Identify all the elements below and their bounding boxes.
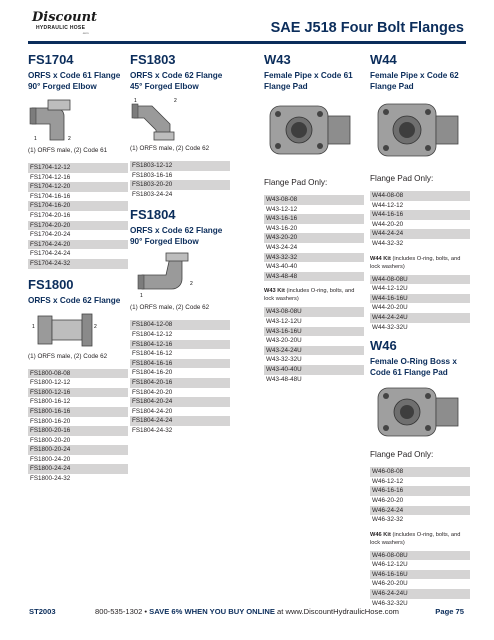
part-list-item: FS1704-24-24: [30, 250, 71, 258]
fs1803-elbow-image: [130, 96, 230, 142]
part-list-item: FS1704-20-24: [30, 231, 71, 239]
part-list-item: W43-48-48: [264, 272, 364, 282]
part-list-item: FS1804-12-16: [130, 340, 230, 350]
part-list-item: FS1800-24-24: [28, 464, 128, 474]
part-list-item: FS1804-20-20: [132, 388, 173, 396]
part-list-item: W46-16-16U: [370, 570, 470, 580]
part-number-fs1704: FS1704: [28, 52, 74, 67]
part-description-fs1803: ORFS x Code 62 Flange 45° Forged Elbow: [130, 71, 223, 91]
w43-part-list: [264, 195, 364, 281]
fs1804-part-list: [130, 320, 230, 435]
fs1804-elbow-image: [130, 251, 230, 301]
part-list-item: FS1803-20-20: [130, 180, 230, 190]
w43-kit-note: W43 Kit (includes O-ring, bolts, and lock washers): [264, 288, 355, 303]
part-list-item: W43-08-08U: [264, 307, 364, 317]
part-list-item: W44-12-12: [372, 201, 404, 209]
part-list-item: W44-12-12U: [372, 285, 408, 293]
w46-part-list: [370, 467, 470, 525]
company-logo: [30, 10, 98, 40]
w46-flange-pad-only-label: Flange Pad Only:: [370, 450, 434, 460]
part-description-w44: Female Pipe x Code 62 Flange Pad: [370, 71, 459, 91]
part-list-item: W44-32-32: [372, 239, 404, 247]
part-list-item: W46-08-08: [370, 467, 470, 477]
svg-text:2: 2: [94, 323, 97, 330]
part-list-item: W46-32-32: [372, 516, 404, 524]
logo-domain: .com: [82, 31, 89, 35]
svg-text:1: 1: [32, 323, 35, 330]
fs1800-adapter-image: [28, 310, 128, 350]
part-list-item: W46-08-08U: [370, 551, 470, 561]
w46-flange-pad-image: [370, 382, 470, 448]
part-number-fs1800: FS1800: [28, 276, 74, 292]
svg-text:1: 1: [134, 98, 137, 104]
fs1804-caption: (1) ORFS male, (2) Code 62: [130, 304, 210, 312]
part-list-item: FS1800-20-20: [30, 436, 71, 444]
part-list-item: FS1800-20-16: [28, 426, 128, 436]
part-list-item: FS1800-08-08: [28, 369, 128, 379]
part-list-item: W43-16-16U: [264, 327, 364, 337]
w44-kit-note: W44 Kit (includes O-ring, bolts, and lock washers): [370, 255, 461, 270]
part-list-item: FS1800-16-20: [30, 417, 71, 425]
catalog-code: ST2003: [29, 607, 56, 616]
part-number-fs1803: FS1803: [130, 52, 176, 67]
part-list-item: W43-40-40: [266, 263, 298, 271]
part-list-item: W44-08-08: [370, 191, 470, 201]
fs1800-caption: (1) ORFS male, (2) Code 62: [28, 352, 108, 360]
svg-text:1: 1: [140, 293, 143, 300]
column-fs1704-fs1800: [28, 52, 128, 484]
part-number-w43: W43: [264, 52, 291, 67]
part-list-item: FS1704-12-16: [30, 173, 71, 181]
part-list-item: FS1800-12-12: [30, 379, 71, 387]
part-list-item: W44-08-08U: [370, 275, 470, 285]
part-list-item: W43-20-20: [264, 233, 364, 243]
svg-text:2: 2: [190, 281, 193, 288]
part-list-item: W46-12-12U: [372, 561, 408, 569]
part-list-item: W43-24-24: [266, 243, 298, 251]
part-list-item: FS1800-12-16: [28, 388, 128, 398]
part-list-item: W44-16-16: [370, 210, 470, 220]
part-list-item: FS1803-24-24: [132, 190, 173, 198]
part-list-item: W43-40-40U: [264, 365, 364, 375]
part-list-item: W44-32-32U: [372, 323, 408, 331]
part-list-item: FS1804-24-20: [132, 407, 173, 415]
column-w44-w46: [370, 52, 470, 608]
part-list-item: W46-20-20: [372, 496, 404, 504]
part-list-item: FS1704-24-32: [28, 259, 128, 269]
part-list-item: W46-32-32U: [372, 599, 408, 607]
part-list-item: FS1704-20-16: [30, 211, 71, 219]
part-list-item: W43-48-48U: [266, 375, 302, 383]
svg-text:2: 2: [174, 98, 177, 104]
part-list-item: W46-12-12: [372, 477, 404, 485]
column-w43: [264, 52, 364, 384]
part-list-item: W43-32-32U: [266, 356, 302, 364]
part-description-w43: Female Pipe x Code 61 Flange Pad: [264, 71, 353, 91]
w44-flange-pad-only-label: Flange Pad Only:: [370, 174, 434, 183]
part-list-item: FS1800-24-32: [30, 475, 71, 483]
page-title: SAE J518 Four Bolt Flanges: [270, 20, 464, 36]
part-list-item: W43-16-20: [266, 224, 298, 232]
part-list-item: FS1804-16-12: [132, 350, 173, 358]
w46-kit-part-list: [370, 551, 470, 609]
column-fs1803-fs1804: [130, 52, 230, 436]
part-description-fs1704: ORFS x Code 61 Flange 90° Forged Elbow: [28, 71, 121, 91]
part-list-item: FS1804-20-24: [130, 397, 230, 407]
part-list-item: W46-24-24U: [370, 589, 470, 599]
part-list-item: W44-16-16U: [370, 294, 470, 304]
w46-kit-note: W46 Kit (includes O-ring, bolts, and lock washers): [370, 531, 461, 546]
part-list-item: FS1800-16-16: [28, 407, 128, 417]
w44-kit-part-list: [370, 275, 470, 333]
fs1803-part-list: [130, 161, 230, 199]
svg-text:2: 2: [68, 136, 71, 142]
logo-wordmark: Discount: [32, 10, 98, 25]
fs1803-caption: (1) ORFS male, (2) Code 62: [130, 145, 210, 152]
part-list-item: W44-24-24: [370, 229, 470, 239]
part-list-item: FS1804-12-08: [130, 320, 230, 330]
part-list-item: W46-16-16: [370, 486, 470, 496]
part-list-item: FS1704-24-20: [28, 240, 128, 250]
page-number: Page 75: [435, 607, 464, 616]
part-list-item: FS1804-16-20: [132, 369, 173, 377]
part-list-item: W43-08-08: [264, 195, 364, 205]
w44-flange-pad-image: [370, 96, 470, 168]
part-list-item: W43-12-12: [266, 205, 298, 213]
page-footer: [0, 607, 494, 617]
header-rule: [28, 41, 466, 44]
part-list-item: W43-24-24U: [264, 346, 364, 356]
part-list-item: W43-16-16: [264, 214, 364, 224]
w43-kit-part-list: [264, 307, 364, 384]
part-list-item: FS1704-16-20: [28, 201, 128, 211]
part-list-item: W46-20-20U: [372, 580, 408, 588]
part-list-item: W44-20-20: [372, 220, 404, 228]
part-number-w44: W44: [370, 52, 397, 67]
part-list-item: FS1704-12-12: [28, 163, 128, 173]
part-list-item: FS1803-16-16: [132, 171, 173, 179]
w43-flange-pad-only-label: Flange Pad Only:: [264, 178, 328, 187]
logo-subtext: HYDRAULIC HOSE: [36, 25, 86, 31]
part-description-fs1800: ORFS x Code 62 Flange: [28, 295, 121, 305]
part-list-item: W46-24-24: [370, 506, 470, 516]
part-list-item: FS1704-20-20: [28, 221, 128, 231]
fs1704-part-list: [28, 163, 128, 269]
part-list-item: FS1704-12-20: [28, 182, 128, 192]
part-number-w46: W46: [370, 338, 397, 354]
part-list-item: FS1804-12-12: [132, 330, 173, 338]
part-list-item: W44-20-20U: [372, 304, 408, 312]
svg-text:1: 1: [34, 136, 37, 142]
part-list-item: FS1804-16-16: [130, 359, 230, 369]
footer-contact: 800-535-1302 • SAVE 6% WHEN YOU BUY ONLINE at www.DiscountHydraulicHose.com: [95, 607, 399, 616]
fs1800-part-list: [28, 369, 128, 484]
part-list-item: W44-24-24U: [370, 313, 470, 323]
part-list-item: FS1803-12-12: [130, 161, 230, 171]
part-list-item: W43-12-12U: [266, 317, 302, 325]
part-list-item: FS1804-20-16: [130, 378, 230, 388]
part-list-item: FS1804-24-32: [132, 426, 173, 434]
part-list-item: FS1704-16-16: [30, 192, 71, 200]
part-description-fs1804: ORFS x Code 62 Flange 90° Forged Elbow: [130, 226, 223, 247]
fs1704-caption: (1) ORFS male, (2) Code 61: [28, 147, 108, 154]
part-list-item: W43-20-20U: [266, 337, 302, 345]
fs1704-elbow-image: [28, 96, 128, 144]
w44-part-list: [370, 191, 470, 249]
part-number-fs1804: FS1804: [130, 207, 176, 223]
part-description-w46: Female O-Ring Boss x Code 61 Flange Pad: [370, 357, 457, 378]
part-list-item: FS1804-24-24: [130, 416, 230, 426]
part-list-item: FS1800-20-24: [28, 445, 128, 455]
part-list-item: FS1800-24-20: [30, 455, 71, 463]
part-list-item: W43-32-32: [264, 253, 364, 263]
part-list-item: FS1800-16-12: [30, 398, 71, 406]
w43-flange-pad-image: [264, 96, 364, 166]
